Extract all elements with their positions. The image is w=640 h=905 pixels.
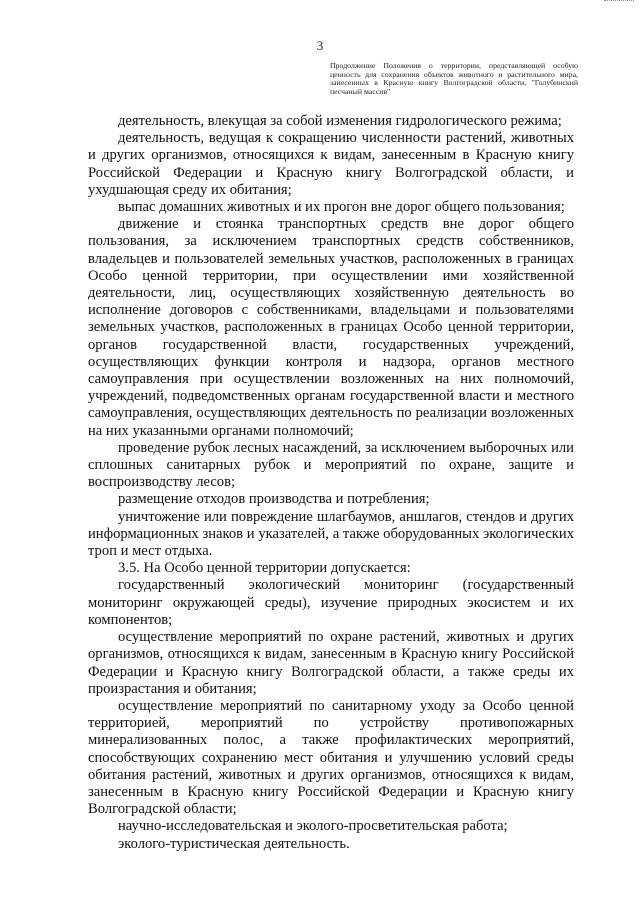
paragraph: осуществление мероприятий по охране растений, животных и других организмов, относящихся к видам, занесенным в Красную книгу Российской Федерации и Красную книгу Волгоградской области, а также среды их произрастания и обитания; [88,629,574,697]
scan-corner-mark [604,0,634,4]
section-heading: 3.5. На Особо ценной территории допускается: [118,560,411,577]
paragraph: деятельность, влекущая за собой изменения гидрологического режима; [118,113,562,129]
page-number: 3 [316,38,324,53]
paragraph: уничтожение или повреждение шлагбаумов, аншлагов, стендов и других информационных знаков и указателей, а также оборудованных экологических троп и мест отдыха. [88,508,574,560]
paragraph: деятельность, ведущая к сокращению численности растений, животных и других организмов, относящихся к видам, занесенным в Красную книгу Российской Федерации и Красную книгу Волгоградской области, и ухудшающая среду их обитания; [88,130,574,198]
paragraph: движение и стоянка транспортных средств вне дорог общего пользования, за исключением транспортных средств собственников, владельцев и пользователей земельных участков, расположенных в границах Особо ценной территории, при осуществлении ими хозяйственной деятельности, лиц, осуществляющих хозяйственную деятельность во исполнение договоров с собственниками, владельцами и пользователями земельных участков, расположенных в границах Особо ценной территории, органов государственной власти, государственных учреждений, осуществляющих функции контроля и надзора, органов местного самоуправления при осуществлении возложенных на них полномочий, учреждений, подведомственных органам государственной власти и местного самоуправления, осуществляющих деятельность по реализации возложенных на них указанными органами полномочий; [88,216,574,439]
paragraph: размещение отходов производства и потребления; [118,491,430,508]
document-body [88,113,574,853]
paragraph: научно-исследовательская и эколого-просветительская работа; [118,818,508,835]
header-note: Продолжение Положения о территории, представляющей особую ценность для сохранения объектов животного и растительного мира, занесенных в Красную книгу Волгоградской области, "Голубинский песчаный массив" [330,61,578,96]
paragraph: выпас домашних животных и их прогон вне дорог общего пользования; [118,199,565,216]
paragraph: эколого-туристическая деятельность. [118,835,350,852]
paragraph: государственный экологический мониторинг (государственный мониторинг окружающей среды), изучение природных экосистем и их компонентов; [88,577,574,628]
paragraph: проведение рубок лесных насаждений, за исключением выборочных или сплошных санитарных рубок и мероприятий по охране, защите и воспроизводству лесов; [88,439,574,491]
paragraph: осуществление мероприятий по санитарному уходу за Особо ценной территорией, мероприятий по устройству противопожарных минерализованных полос, а также профилактических мероприятий, способствующих сохранению мест обитания и улучшению условий среды обитания растений, животных и других организмов, относящихся к видам, занесенным в Красную книгу Российской Федерации и Красную книгу Волгоградской области; [88,697,574,818]
